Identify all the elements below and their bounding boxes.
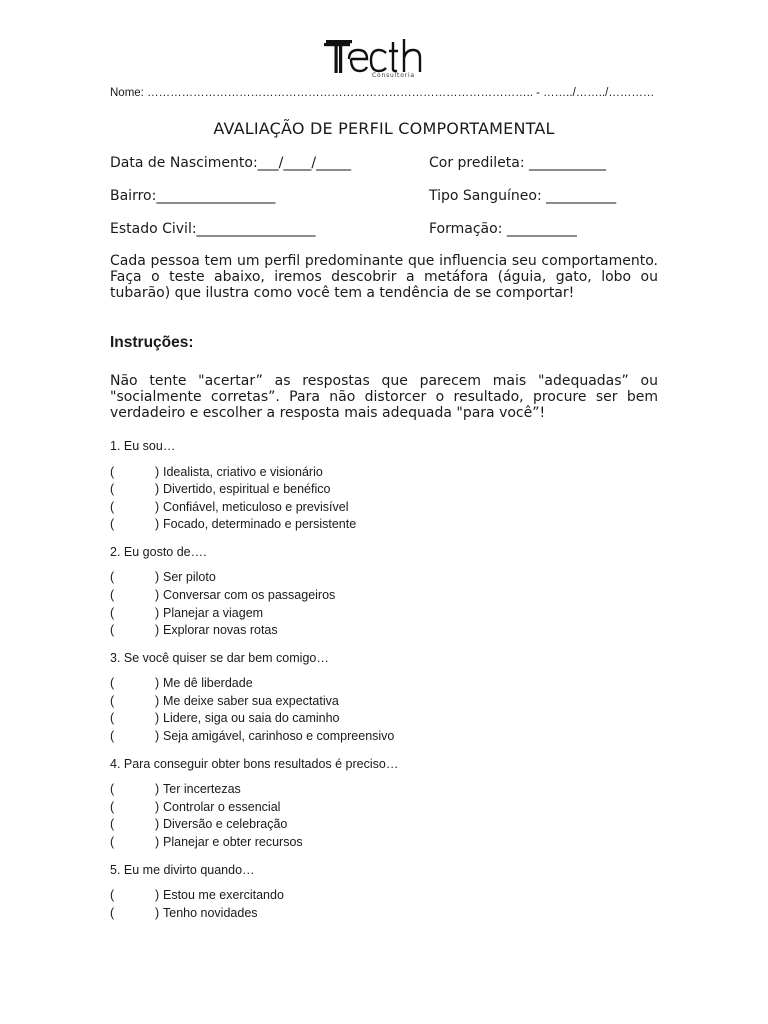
instructions-heading: Instruções: <box>110 334 194 351</box>
favorite-color-field: Cor predileta: ___________ <box>429 155 607 171</box>
option-label: Planejar e obter recursos <box>163 834 303 849</box>
intro-paragraph: Cada pessoa tem um perfil predominante que influencia seu comportamento. Faça o teste abaixo, iremos descobrir a metáfora (águia, gato, lobo ou tubarão) que ilustra como você tem a tendência de se comportar! <box>110 253 658 302</box>
option-label: Me deixe saber sua expectativa <box>163 693 339 708</box>
answer-option[interactable] <box>110 728 670 746</box>
checkbox-open-paren[interactable]: ( <box>110 482 115 497</box>
checkbox-close-paren[interactable]: ) <box>155 570 160 585</box>
question-title: 2. Eu gosto de…. <box>110 544 207 559</box>
checkbox-open-paren[interactable]: ( <box>110 676 115 691</box>
civil-status-field: Estado Civil:_________________ <box>110 221 316 237</box>
checkbox-open-paren[interactable]: ( <box>110 499 115 514</box>
question-title: 3. Se você quiser se dar bem comigo… <box>110 650 329 665</box>
checkbox-close-paren[interactable]: ) <box>155 834 160 849</box>
checkbox-close-paren[interactable]: ) <box>155 605 160 620</box>
answer-option[interactable] <box>110 516 670 534</box>
checkbox-open-paren[interactable]: ( <box>110 834 115 849</box>
question-title: 5. Eu me divirto quando… <box>110 862 255 877</box>
checkbox-open-paren[interactable]: ( <box>110 799 115 814</box>
answer-option[interactable] <box>110 799 670 817</box>
checkbox-close-paren[interactable]: ) <box>155 817 160 832</box>
answer-option[interactable] <box>110 693 670 711</box>
checkbox-close-paren[interactable]: ) <box>155 782 160 797</box>
answer-option[interactable] <box>110 464 670 482</box>
checkbox-close-paren[interactable]: ) <box>155 693 160 708</box>
option-label: Diversão e celebração <box>163 817 288 832</box>
question-title: 1. Eu sou… <box>110 439 176 453</box>
instructions-paragraph: Não tente "acertar” as respostas que parecem mais "adequadas” ou "socialmente corretas”. Para não distorcer o resultado, procure ser bem verdadeiro e escolher a resposta mais adequada "para você”! <box>110 373 658 422</box>
answer-option[interactable] <box>110 675 670 693</box>
question-5 <box>110 861 670 923</box>
checkbox-close-paren[interactable]: ) <box>155 729 160 744</box>
education-field: Formação: __________ <box>429 221 577 237</box>
checkbox-close-paren[interactable]: ) <box>155 676 160 691</box>
option-label: Planejar a viagem <box>163 605 264 620</box>
answer-option[interactable] <box>110 781 670 799</box>
checkbox-close-paren[interactable]: ) <box>155 464 160 479</box>
answer-option[interactable] <box>110 622 670 640</box>
checkbox-close-paren[interactable]: ) <box>155 482 160 497</box>
questionnaire <box>110 437 670 931</box>
answer-option[interactable] <box>110 710 670 728</box>
answer-option[interactable] <box>110 481 670 499</box>
checkbox-close-paren[interactable]: ) <box>155 905 160 920</box>
answer-option[interactable] <box>110 834 670 852</box>
question-title: 4. Para conseguir obter bons resultados é preciso… <box>110 756 399 771</box>
question-2 <box>110 543 670 640</box>
checkbox-open-paren[interactable]: ( <box>110 587 115 602</box>
question-1 <box>110 437 670 534</box>
option-label: Ter incertezas <box>163 782 241 797</box>
option-label: Ser piloto <box>163 570 216 585</box>
checkbox-open-paren[interactable]: ( <box>110 711 115 726</box>
checkbox-close-paren[interactable]: ) <box>155 711 160 726</box>
question-3 <box>110 649 670 746</box>
answer-option[interactable] <box>110 499 670 517</box>
blood-type-field: Tipo Sanguíneo: __________ <box>429 188 617 204</box>
checkbox-close-paren[interactable]: ) <box>155 799 160 814</box>
answer-option[interactable] <box>110 569 670 587</box>
checkbox-open-paren[interactable]: ( <box>110 693 115 708</box>
option-label: Conversar com os passageiros <box>163 587 336 602</box>
checkbox-open-paren[interactable]: ( <box>110 517 115 532</box>
option-label: Focado, determinado e persistente <box>163 517 357 532</box>
neighborhood-field: Bairro:_________________ <box>110 188 276 204</box>
logo-subtitle: Consultoria <box>372 72 415 79</box>
name-date-line: Nome: ……………………………………………………………………………………….. - ……../……../………… <box>110 87 655 99</box>
checkbox-close-paren[interactable]: ) <box>155 623 160 638</box>
answer-option[interactable] <box>110 605 670 623</box>
option-label: Lidere, siga ou saia do caminho <box>163 711 340 726</box>
option-label: Divertido, espiritual e benéfico <box>163 482 331 497</box>
checkbox-open-paren[interactable]: ( <box>110 782 115 797</box>
checkbox-open-paren[interactable]: ( <box>110 905 115 920</box>
answer-option[interactable] <box>110 905 670 923</box>
checkbox-open-paren[interactable]: ( <box>110 464 115 479</box>
checkbox-close-paren[interactable]: ) <box>155 888 160 902</box>
option-label: Idealista, criativo e visionário <box>163 464 323 479</box>
answer-option[interactable] <box>110 587 670 605</box>
birth-date-field: Data de Nascimento:___/____/_____ <box>110 155 352 171</box>
option-label: Explorar novas rotas <box>163 623 278 638</box>
option-label: Tenho novidades <box>163 905 258 920</box>
checkbox-close-paren[interactable]: ) <box>155 517 160 532</box>
company-logo <box>322 34 446 82</box>
checkbox-open-paren[interactable]: ( <box>110 570 115 585</box>
answer-option[interactable] <box>110 887 670 905</box>
checkbox-open-paren[interactable]: ( <box>110 888 115 902</box>
checkbox-open-paren[interactable]: ( <box>110 817 115 832</box>
option-label: Seja amigável, carinhoso e compreensivo <box>163 729 395 744</box>
page-title: AVALIAÇÃO DE PERFIL COMPORTAMENTAL <box>213 119 555 138</box>
answer-option[interactable] <box>110 816 670 834</box>
option-label: Controlar o essencial <box>163 799 281 814</box>
checkbox-close-paren[interactable]: ) <box>155 587 160 602</box>
option-label: Estou me exercitando <box>163 888 284 902</box>
question-4 <box>110 755 670 852</box>
option-label: Me dê liberdade <box>163 676 253 691</box>
checkbox-open-paren[interactable]: ( <box>110 623 115 638</box>
checkbox-open-paren[interactable]: ( <box>110 729 115 744</box>
checkbox-open-paren[interactable]: ( <box>110 605 115 620</box>
option-label: Confiável, meticuloso e previsível <box>163 499 349 514</box>
checkbox-close-paren[interactable]: ) <box>155 499 160 514</box>
